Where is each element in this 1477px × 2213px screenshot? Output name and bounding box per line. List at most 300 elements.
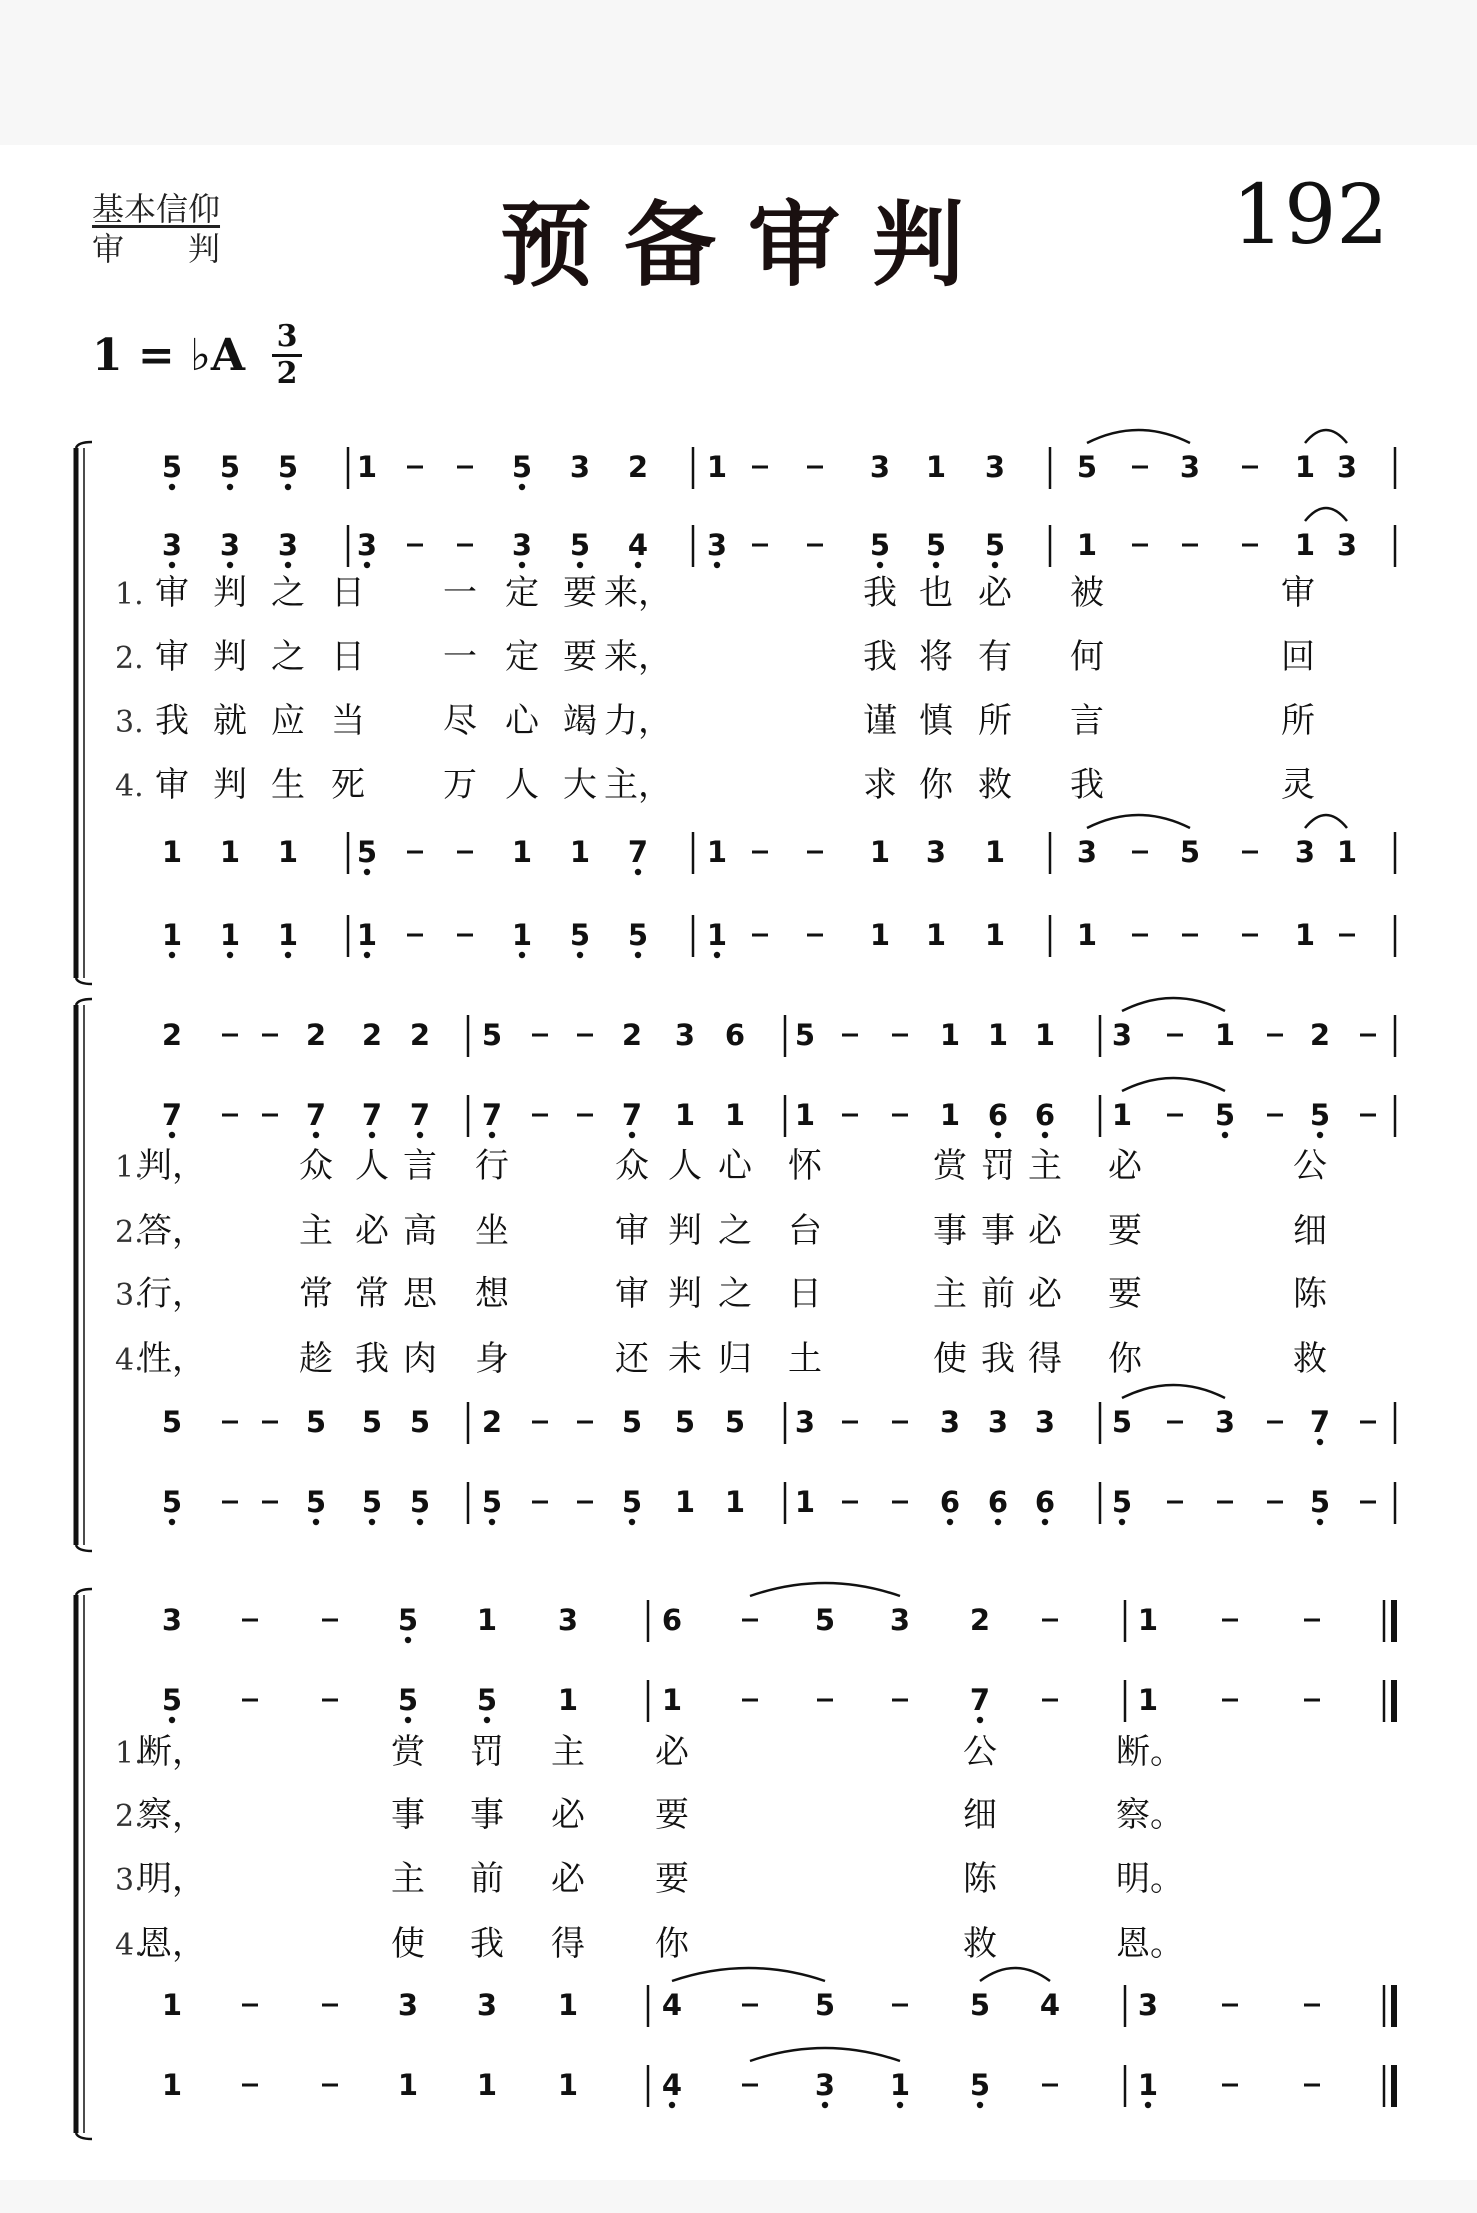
low-octave-dot xyxy=(519,562,525,568)
note-digit: 1 xyxy=(161,835,183,869)
note-digit: 7 xyxy=(627,835,649,869)
lyric-syllable: 高 xyxy=(403,1211,437,1251)
low-octave-dot xyxy=(313,1132,319,1138)
lyric-verse-1 xyxy=(115,573,1315,613)
note-digit: 5 xyxy=(481,1018,503,1052)
note-digit: 3 xyxy=(557,1603,579,1637)
low-octave-dot xyxy=(635,869,641,875)
low-octave-dot xyxy=(484,1717,490,1723)
note-digit: 3 xyxy=(219,528,241,562)
bracket-top-hook xyxy=(76,1589,92,1595)
lyric-syllable: 使 xyxy=(933,1339,967,1379)
low-octave-dot xyxy=(369,1132,375,1138)
note-digit: 7 xyxy=(161,1098,183,1132)
low-octave-dot xyxy=(405,1637,411,1643)
note-digit: 1 xyxy=(706,835,728,869)
note-digit: 2 xyxy=(161,1018,183,1052)
note-digit: 5 xyxy=(569,528,591,562)
part-tenor xyxy=(162,1985,1394,2027)
note-digit: 1 xyxy=(557,1988,579,2022)
low-octave-dot xyxy=(822,2102,828,2108)
note-digit: 7 xyxy=(409,1098,431,1132)
low-octave-dot xyxy=(629,1519,635,1525)
note-digit: 4 xyxy=(1039,1988,1061,2022)
low-octave-dot xyxy=(995,1132,1001,1138)
lyric-syllable: 审 xyxy=(615,1274,649,1314)
lyric-syllable: 一 xyxy=(443,637,477,677)
subcategory-label: 审 判 xyxy=(92,230,221,268)
note-digit: 1 xyxy=(1111,1098,1133,1132)
note-digit: 3 xyxy=(1034,1405,1056,1439)
lyric-syllable: 趁 xyxy=(299,1339,333,1379)
lyric-syllable: 罚 xyxy=(470,1732,504,1772)
lyric-syllable: 要 xyxy=(655,1795,689,1835)
lyric-syllable: 审 xyxy=(155,637,189,677)
lyric-syllable: 赏 xyxy=(391,1732,425,1772)
lyric-syllable: 要 xyxy=(563,573,597,613)
low-octave-dot xyxy=(405,1717,411,1723)
note-digit: 5 xyxy=(361,1405,383,1439)
note-digit: 1 xyxy=(1137,2068,1159,2102)
lyric-verse-2 xyxy=(115,1211,1327,1251)
lyric-syllable: 判 xyxy=(213,637,247,677)
lyric-syllable: 必 xyxy=(1108,1146,1142,1186)
lyric-verse-3 xyxy=(115,1859,1184,1899)
lyric-verse-1 xyxy=(115,1732,1184,1772)
verse-number: 4. xyxy=(115,1343,144,1378)
lyric-verse-4 xyxy=(115,1339,1327,1379)
lyric-syllable: 察， xyxy=(138,1795,206,1835)
lyric-syllable: 要 xyxy=(655,1859,689,1899)
note-digit: 3 xyxy=(1076,835,1098,869)
note-digit: 1 xyxy=(706,450,728,484)
note-digit: 2 xyxy=(361,1018,383,1052)
lyric-syllable: 必 xyxy=(1028,1274,1062,1314)
note-digit: 5 xyxy=(925,528,947,562)
note-digit: 5 xyxy=(1076,450,1098,484)
bracket-top-hook xyxy=(76,442,92,448)
low-octave-dot xyxy=(227,484,233,490)
lyric-syllable: 来， xyxy=(604,573,672,613)
lyric-syllable: 恩， xyxy=(138,1924,206,1964)
note-digit: 5 xyxy=(1111,1485,1133,1519)
lyric-syllable: 尽 xyxy=(443,701,477,741)
note-digit: 5 xyxy=(397,1683,419,1717)
slur xyxy=(1122,1385,1225,1398)
lyric-syllable: 我 xyxy=(470,1924,504,1964)
note-digit: 6 xyxy=(724,1018,746,1052)
lyric-syllable: 一 xyxy=(443,573,477,613)
low-octave-dot xyxy=(877,562,883,568)
lyric-syllable: 主 xyxy=(299,1211,333,1251)
note-digit: 3 xyxy=(984,450,1006,484)
lyric-verse-1 xyxy=(115,1146,1327,1186)
low-octave-dot xyxy=(369,1519,375,1525)
bracket-bottom-hook xyxy=(76,2133,92,2139)
lyric-syllable: 你 xyxy=(1108,1339,1142,1379)
note-digit: 1 xyxy=(277,835,299,869)
lyric-syllable: 救 xyxy=(963,1924,997,1964)
bracket-top-hook xyxy=(76,999,92,1005)
note-digit: 1 xyxy=(674,1485,696,1519)
note-digit: 1 xyxy=(511,835,533,869)
note-digit: 5 xyxy=(356,835,378,869)
lyric-syllable: 心 xyxy=(505,701,539,741)
note-digit: 1 xyxy=(476,1603,498,1637)
lyric-syllable: 你 xyxy=(919,765,953,805)
lyric-syllable: 力， xyxy=(604,701,672,741)
low-octave-dot xyxy=(977,1717,983,1723)
note-digit: 3 xyxy=(869,450,891,484)
note-digit: 1 xyxy=(869,918,891,952)
lyric-syllable: 人 xyxy=(668,1146,702,1186)
lyric-verse-4 xyxy=(115,1924,1184,1964)
lyric-syllable: 生 xyxy=(271,765,305,805)
low-octave-dot xyxy=(1317,1439,1323,1445)
low-octave-dot xyxy=(577,952,583,958)
low-octave-dot xyxy=(169,1132,175,1138)
lyric-verse-3 xyxy=(115,701,1315,741)
low-octave-dot xyxy=(977,2102,983,2108)
low-octave-dot xyxy=(169,484,175,490)
note-digit: 5 xyxy=(621,1405,643,1439)
part-tenor xyxy=(162,1402,1395,1445)
lyric-syllable: 死 xyxy=(331,765,365,805)
lyric-syllable: 主， xyxy=(604,765,672,805)
lyric-syllable: 日 xyxy=(331,573,365,613)
low-octave-dot xyxy=(364,952,370,958)
lyric-syllable: 你 xyxy=(655,1924,689,1964)
verse-number: 2. xyxy=(115,1215,144,1250)
part-soprano xyxy=(162,1015,1395,1057)
low-octave-dot xyxy=(313,1519,319,1525)
lyric-syllable: 万 xyxy=(443,765,477,805)
lyric-syllable: 必 xyxy=(355,1211,389,1251)
lyric-syllable: 被 xyxy=(1070,573,1104,613)
lyric-syllable: 肉 xyxy=(403,1339,437,1379)
lyric-syllable: 事 xyxy=(981,1211,1015,1251)
lyric-syllable: 判 xyxy=(213,765,247,805)
hymn-number: 192 xyxy=(1232,168,1389,263)
note-digit: 6 xyxy=(939,1485,961,1519)
note-digit: 7 xyxy=(969,1683,991,1717)
lyric-syllable: 求 xyxy=(863,765,897,805)
lyric-syllable: 主 xyxy=(391,1859,425,1899)
lyric-syllable: 常 xyxy=(355,1274,389,1314)
low-octave-dot xyxy=(489,1132,495,1138)
verse-number: 4. xyxy=(115,769,144,804)
system-3 xyxy=(76,1583,1394,2139)
low-octave-dot xyxy=(947,1519,953,1525)
low-octave-dot xyxy=(995,1519,1001,1525)
note-digit: 1 xyxy=(161,1988,183,2022)
note-digit: 3 xyxy=(569,450,591,484)
part-bass xyxy=(162,2065,1394,2108)
lyric-syllable: 之 xyxy=(271,573,305,613)
note-digit: 1 xyxy=(939,1098,961,1132)
lyric-syllable: 罚 xyxy=(981,1146,1015,1186)
note-digit: 2 xyxy=(969,1603,991,1637)
note-digit: 1 xyxy=(987,1018,1009,1052)
note-digit: 1 xyxy=(939,1018,961,1052)
low-octave-dot xyxy=(169,1519,175,1525)
note-digit: 5 xyxy=(511,450,533,484)
low-octave-dot xyxy=(714,952,720,958)
note-digit: 7 xyxy=(621,1098,643,1132)
note-digit: 1 xyxy=(1336,835,1358,869)
lyric-syllable: 察。 xyxy=(1116,1795,1184,1835)
low-octave-dot xyxy=(1317,1132,1323,1138)
lyric-syllable: 身 xyxy=(475,1339,509,1379)
lyric-syllable: 常 xyxy=(299,1274,333,1314)
lyric-syllable: 主 xyxy=(1028,1146,1062,1186)
note-digit: 5 xyxy=(814,1988,836,2022)
note-digit: 5 xyxy=(219,450,241,484)
lyric-syllable: 审 xyxy=(155,765,189,805)
key-signature: 1 = ♭A xyxy=(92,330,246,381)
lyric-syllable: 我 xyxy=(1070,765,1104,805)
lyric-syllable: 竭 xyxy=(563,701,597,741)
lyric-syllable: 必 xyxy=(1028,1211,1062,1251)
note-digit: 5 xyxy=(305,1485,327,1519)
note-digit: 1 xyxy=(1137,1683,1159,1717)
lyric-syllable: 想 xyxy=(475,1274,509,1314)
time-denominator: 2 xyxy=(276,356,298,391)
low-octave-dot xyxy=(489,1519,495,1525)
lyric-syllable: 未 xyxy=(668,1339,702,1379)
slur xyxy=(1122,1078,1225,1091)
lyric-syllable: 心 xyxy=(718,1146,752,1186)
note-digit: 3 xyxy=(511,528,533,562)
note-digit: 1 xyxy=(794,1485,816,1519)
lyric-syllable: 坐 xyxy=(475,1211,509,1251)
note-digit: 3 xyxy=(1336,450,1358,484)
note-digit: 3 xyxy=(1111,1018,1133,1052)
note-digit: 1 xyxy=(724,1485,746,1519)
lyric-syllable: 事 xyxy=(470,1795,504,1835)
category-label: 基本信仰 xyxy=(92,190,221,228)
low-octave-dot xyxy=(1222,1132,1228,1138)
note-digit: 1 xyxy=(1294,528,1316,562)
lyric-syllable: 何 xyxy=(1070,637,1104,677)
note-digit: 1 xyxy=(869,835,891,869)
lyric-syllable: 怀 xyxy=(788,1146,822,1186)
note-digit: 5 xyxy=(161,1485,183,1519)
low-octave-dot xyxy=(635,562,641,568)
lyric-verse-4 xyxy=(115,765,1315,805)
low-octave-dot xyxy=(1145,2102,1151,2108)
note-digit: 1 xyxy=(1076,528,1098,562)
verse-number: 3. xyxy=(115,1278,144,1313)
note-digit: 3 xyxy=(161,528,183,562)
slur xyxy=(1305,508,1347,521)
note-digit: 3 xyxy=(706,528,728,562)
lyric-syllable: 还 xyxy=(615,1339,649,1379)
lyric-syllable: 土 xyxy=(788,1339,822,1379)
lyric-syllable: 言 xyxy=(1070,701,1104,741)
hymn-title: 预备审判 xyxy=(500,191,997,299)
system-1 xyxy=(76,430,1395,984)
note-digit: 1 xyxy=(674,1098,696,1132)
note-digit: 5 xyxy=(397,1603,419,1637)
low-octave-dot xyxy=(169,1717,175,1723)
note-digit: 1 xyxy=(706,918,728,952)
lyric-syllable: 得 xyxy=(1028,1339,1062,1379)
low-octave-dot xyxy=(519,484,525,490)
note-digit: 3 xyxy=(356,528,378,562)
low-octave-dot xyxy=(227,952,233,958)
lyric-syllable: 将 xyxy=(919,637,953,677)
lyric-syllable: 判， xyxy=(138,1146,206,1186)
lyric-syllable: 我 xyxy=(155,701,189,741)
lyric-syllable: 来， xyxy=(604,637,672,677)
note-digit: 5 xyxy=(361,1485,383,1519)
lyric-syllable: 前 xyxy=(981,1274,1015,1314)
note-digit: 5 xyxy=(814,1603,836,1637)
verse-number: 4. xyxy=(115,1928,144,1963)
lyric-syllable: 使 xyxy=(391,1924,425,1964)
low-octave-dot xyxy=(364,562,370,568)
note-digit: 4 xyxy=(661,2068,683,2102)
lyric-syllable: 众 xyxy=(615,1146,649,1186)
lyric-syllable: 日 xyxy=(331,637,365,677)
low-octave-dot xyxy=(933,562,939,568)
lyric-syllable: 明， xyxy=(138,1859,206,1899)
note-digit: 3 xyxy=(1137,1988,1159,2022)
lyric-syllable: 归 xyxy=(718,1339,752,1379)
note-digit: 1 xyxy=(1294,450,1316,484)
note-digit: 3 xyxy=(1214,1405,1236,1439)
note-digit: 7 xyxy=(481,1098,503,1132)
slur xyxy=(750,1583,900,1596)
note-digit: 5 xyxy=(1111,1405,1133,1439)
note-digit: 1 xyxy=(569,835,591,869)
note-digit: 3 xyxy=(1336,528,1358,562)
lyric-syllable: 明。 xyxy=(1116,1859,1184,1899)
lyric-verse-2 xyxy=(115,1795,1184,1835)
verse-number: 3. xyxy=(115,705,144,740)
lyric-syllable: 断， xyxy=(138,1732,206,1772)
lyric-syllable: 我 xyxy=(863,637,897,677)
low-octave-dot xyxy=(417,1132,423,1138)
low-octave-dot xyxy=(669,2102,675,2108)
lyric-syllable: 我 xyxy=(981,1339,1015,1379)
lyric-syllable: 就 xyxy=(213,701,247,741)
lyric-syllable: 公 xyxy=(1293,1146,1327,1186)
note-digit: 1 xyxy=(557,1683,579,1717)
note-digit: 3 xyxy=(1179,450,1201,484)
note-digit: 3 xyxy=(794,1405,816,1439)
note-digit: 3 xyxy=(161,1603,183,1637)
lyric-syllable: 救 xyxy=(1293,1339,1327,1379)
note-digit: 2 xyxy=(1309,1018,1331,1052)
lyric-syllable: 细 xyxy=(963,1795,997,1835)
lyric-syllable: 必 xyxy=(551,1859,585,1899)
lyric-syllable: 所 xyxy=(1281,701,1315,741)
lyric-syllable: 陈 xyxy=(963,1859,997,1899)
lyric-verse-3 xyxy=(115,1274,1328,1314)
verse-number: 2. xyxy=(115,1799,144,1834)
note-digit: 5 xyxy=(409,1405,431,1439)
lyric-syllable: 救 xyxy=(978,765,1012,805)
note-digit: 6 xyxy=(987,1098,1009,1132)
lyric-syllable: 性， xyxy=(138,1339,206,1379)
note-digit: 5 xyxy=(969,1988,991,2022)
lyric-syllable: 行 xyxy=(475,1146,509,1186)
lyric-syllable: 必 xyxy=(978,573,1012,613)
note-digit: 4 xyxy=(661,1988,683,2022)
note-digit: 1 xyxy=(925,918,947,952)
low-octave-dot xyxy=(285,562,291,568)
verse-number: 2. xyxy=(115,641,144,676)
low-octave-dot xyxy=(519,952,525,958)
low-octave-dot xyxy=(1317,1519,1323,1525)
note-digit: 2 xyxy=(627,450,649,484)
note-digit: 5 xyxy=(1214,1098,1236,1132)
note-digit: 5 xyxy=(724,1405,746,1439)
slur xyxy=(1305,815,1347,828)
note-digit: 1 xyxy=(397,2068,419,2102)
bracket-bottom-hook xyxy=(76,1545,92,1551)
note-digit: 3 xyxy=(476,1988,498,2022)
note-digit: 5 xyxy=(869,528,891,562)
low-octave-dot xyxy=(1042,1132,1048,1138)
low-octave-dot xyxy=(169,952,175,958)
slur xyxy=(750,2048,900,2061)
note-digit: 4 xyxy=(627,528,649,562)
part-soprano xyxy=(162,1600,1394,1643)
lyric-syllable: 人 xyxy=(355,1146,389,1186)
lyric-syllable: 判 xyxy=(668,1211,702,1251)
lyric-syllable: 灵 xyxy=(1281,765,1315,805)
note-digit: 1 xyxy=(219,918,241,952)
low-octave-dot xyxy=(1042,1519,1048,1525)
note-digit: 3 xyxy=(939,1405,961,1439)
lyric-syllable: 得 xyxy=(551,1924,585,1964)
lyric-syllable: 我 xyxy=(863,573,897,613)
note-digit: 5 xyxy=(277,450,299,484)
low-octave-dot xyxy=(364,869,370,875)
lyric-syllable: 众 xyxy=(299,1146,333,1186)
part-tenor xyxy=(162,832,1395,875)
lyric-syllable: 判 xyxy=(668,1274,702,1314)
note-digit: 1 xyxy=(557,2068,579,2102)
note-digit: 3 xyxy=(889,1603,911,1637)
slur xyxy=(980,1968,1050,1981)
lyric-syllable: 要 xyxy=(1108,1274,1142,1314)
note-digit: 1 xyxy=(161,2068,183,2102)
lyric-syllable: 赏 xyxy=(933,1146,967,1186)
note-digit: 1 xyxy=(661,1683,683,1717)
low-octave-dot xyxy=(285,484,291,490)
note-digit: 1 xyxy=(356,450,378,484)
system-2 xyxy=(76,998,1395,1551)
note-digit: 5 xyxy=(161,1683,183,1717)
note-digit: 1 xyxy=(219,835,241,869)
part-bass xyxy=(162,1482,1395,1525)
note-digit: 5 xyxy=(621,1485,643,1519)
lyric-syllable: 也 xyxy=(919,573,953,613)
lyric-syllable: 审 xyxy=(615,1211,649,1251)
low-octave-dot xyxy=(577,562,583,568)
lyric-syllable: 审 xyxy=(1281,573,1315,613)
note-digit: 5 xyxy=(969,2068,991,2102)
note-digit: 3 xyxy=(925,835,947,869)
low-octave-dot xyxy=(227,562,233,568)
verse-number: 1. xyxy=(115,1150,144,1185)
note-digit: 5 xyxy=(1179,835,1201,869)
lyric-syllable: 主 xyxy=(933,1274,967,1314)
